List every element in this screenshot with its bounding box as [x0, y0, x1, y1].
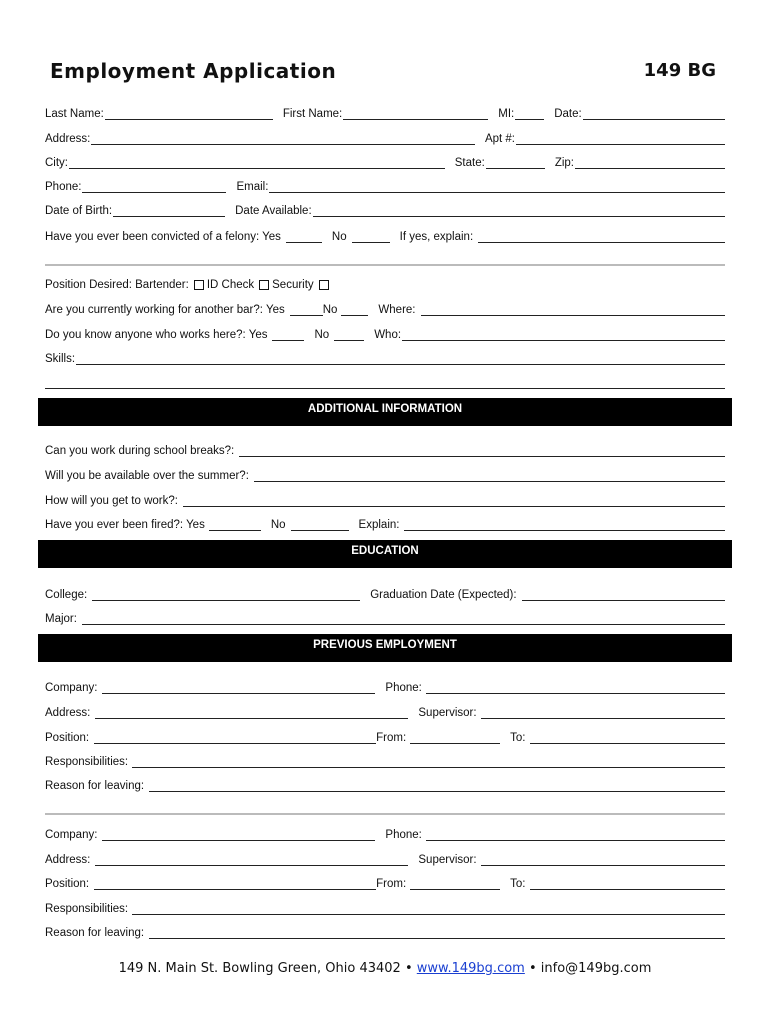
state-label: State:	[454, 157, 485, 169]
footer-email: • info@149bg.com	[528, 961, 652, 976]
reason-field[interactable]	[149, 779, 725, 792]
major-label: Major:	[45, 613, 77, 625]
security-checkbox[interactable]	[319, 280, 329, 290]
school-breaks-field[interactable]	[239, 444, 725, 457]
supervisor-field[interactable]	[481, 853, 725, 866]
felony-explain-label: If yes, explain:	[399, 231, 474, 243]
employer-phone-label: Phone:	[385, 682, 422, 694]
felony-explain-field[interactable]	[478, 230, 725, 243]
school-breaks-label: Can you work during school breaks?:	[45, 445, 235, 457]
employer-address-field[interactable]	[95, 853, 408, 866]
employer-phone-label: Phone:	[385, 829, 422, 841]
zip-label: Zip:	[554, 157, 574, 169]
skills-row	[45, 349, 725, 365]
brand-name: 149 BG	[643, 60, 716, 81]
from-field[interactable]	[410, 877, 500, 890]
fired-row	[45, 515, 725, 531]
where-field[interactable]	[421, 303, 726, 316]
security-label: Security	[272, 279, 314, 291]
dob-field[interactable]	[113, 204, 225, 217]
employer-2-responsibilities-row	[45, 899, 725, 915]
mi-field[interactable]	[515, 107, 544, 120]
employer-phone-field[interactable]	[426, 828, 725, 841]
working-bar-row	[45, 300, 725, 316]
mi-label: MI:	[498, 108, 515, 120]
who-label: Who:	[374, 329, 402, 341]
get-to-work-field[interactable]	[183, 494, 725, 507]
page-title: Employment Application	[50, 59, 337, 83]
address-field[interactable]	[91, 132, 475, 145]
additional-info-header: ADDITIONAL INFORMATION	[38, 398, 732, 426]
reason-label: Reason for leaving:	[45, 780, 145, 792]
college-row	[45, 585, 725, 601]
employer-position-field[interactable]	[94, 877, 376, 890]
know-anyone-row	[45, 325, 725, 341]
supervisor-field[interactable]	[481, 706, 725, 719]
employer-position-label: Position:	[45, 878, 90, 890]
city-row	[45, 153, 725, 169]
explain-label: Explain:	[358, 519, 400, 531]
employer-phone-field[interactable]	[426, 681, 725, 694]
felony-yes-field[interactable]	[286, 230, 322, 243]
city-label: City:	[45, 157, 68, 169]
reason-label: Reason for leaving:	[45, 927, 145, 939]
to-label: To:	[510, 878, 526, 890]
company-label: Company:	[45, 829, 98, 841]
employer-1-reason-row	[45, 776, 725, 792]
apt-field[interactable]	[516, 132, 725, 145]
to-label: To:	[510, 732, 526, 744]
education-header: EDUCATION	[38, 540, 732, 568]
employer-1-company-row	[45, 678, 725, 694]
summer-label: Will you be available over the summer?:	[45, 470, 249, 482]
phone-label: Phone:	[45, 181, 82, 193]
employer-2-reason-row	[45, 923, 725, 939]
summer-row	[45, 466, 725, 482]
felony-no-field[interactable]	[352, 230, 390, 243]
date-available-label: Date Available:	[235, 205, 312, 217]
position-desired-label: Position Desired: Bartender:	[45, 279, 189, 291]
employer-address-label: Address:	[45, 854, 91, 866]
employer-2-company-row	[45, 825, 725, 841]
fired-yes-field[interactable]	[209, 518, 261, 531]
from-label: From:	[376, 878, 407, 890]
company-label: Company:	[45, 682, 98, 694]
date-field[interactable]	[583, 107, 725, 120]
skills-extra-line[interactable]	[45, 388, 725, 389]
school-breaks-row	[45, 441, 725, 457]
employer-2-address-row	[45, 850, 725, 866]
major-row	[45, 609, 725, 625]
working-no-field[interactable]	[341, 303, 368, 316]
grad-date-label: Graduation Date (Expected):	[370, 589, 517, 601]
skills-label: Skills:	[45, 353, 76, 365]
city-field[interactable]	[69, 156, 445, 169]
from-label: From:	[376, 732, 407, 744]
bartender-checkbox[interactable]	[194, 280, 204, 290]
address-label: Address:	[45, 133, 91, 145]
working-yes-field[interactable]	[290, 303, 323, 316]
dob-label: Date of Birth:	[45, 205, 113, 217]
state-field[interactable]	[486, 156, 545, 169]
phone-field[interactable]	[82, 180, 226, 193]
website-link[interactable]: www.149bg.com	[416, 961, 525, 976]
responsibilities-label: Responsibilities:	[45, 756, 129, 768]
skills-field[interactable]	[76, 352, 725, 365]
get-to-work-row	[45, 491, 725, 507]
responsibilities-label: Responsibilities:	[45, 903, 129, 915]
position-row	[45, 275, 725, 291]
employer-divider	[45, 813, 725, 815]
working-no-label: No	[322, 304, 338, 316]
know-no-field[interactable]	[334, 328, 364, 341]
major-field[interactable]	[82, 612, 725, 625]
phone-row	[45, 177, 725, 193]
email-label: Email:	[236, 181, 269, 193]
email-field[interactable]	[269, 180, 725, 193]
working-bar-label: Are you currently working for another bar?: Yes	[45, 304, 285, 316]
from-field[interactable]	[410, 731, 500, 744]
employer-1-position-row	[45, 728, 725, 744]
who-field[interactable]	[402, 328, 725, 341]
grad-date-field[interactable]	[522, 588, 725, 601]
employer-address-label: Address:	[45, 707, 91, 719]
reason-field[interactable]	[149, 926, 725, 939]
felony-label: Have you ever been convicted of a felony: Yes	[45, 231, 281, 243]
fired-no-label: No	[270, 519, 286, 531]
previous-employment-header: PREVIOUS EMPLOYMENT	[38, 634, 732, 662]
date-available-field[interactable]	[313, 204, 725, 217]
supervisor-label: Supervisor:	[418, 854, 477, 866]
company-field[interactable]	[102, 681, 375, 694]
section-divider	[45, 264, 725, 266]
felony-row	[45, 227, 725, 243]
know-anyone-label: Do you know anyone who works here?: Yes	[45, 329, 268, 341]
fired-label: Have you ever been fired?: Yes	[45, 519, 205, 531]
apt-label: Apt #:	[484, 133, 515, 145]
know-no-label: No	[314, 329, 330, 341]
supervisor-label: Supervisor:	[418, 707, 477, 719]
felony-no-label: No	[331, 231, 347, 243]
summer-field[interactable]	[254, 469, 725, 482]
id-check-label: ID Check	[206, 279, 255, 291]
get-to-work-label: How will you get to work?:	[45, 495, 178, 507]
employer-1-address-row	[45, 703, 725, 719]
employer-position-field[interactable]	[94, 731, 376, 744]
first-name-field[interactable]	[343, 107, 488, 120]
know-yes-field[interactable]	[272, 328, 304, 341]
footer	[0, 961, 770, 976]
employer-2-position-row	[45, 874, 725, 890]
zip-field[interactable]	[575, 156, 725, 169]
name-row	[45, 104, 725, 120]
id-check-checkbox[interactable]	[259, 280, 269, 290]
last-name-label: Last Name:	[45, 108, 104, 120]
college-field[interactable]	[92, 588, 360, 601]
date-label: Date:	[554, 108, 582, 120]
to-field[interactable]	[530, 731, 725, 744]
employer-position-label: Position:	[45, 732, 90, 744]
explain-field[interactable]	[404, 518, 725, 531]
dob-row	[45, 201, 725, 217]
last-name-field[interactable]	[105, 107, 273, 120]
first-name-label: First Name:	[282, 108, 343, 120]
fired-no-field[interactable]	[291, 518, 349, 531]
employer-address-field[interactable]	[95, 706, 408, 719]
address-row	[45, 129, 725, 145]
college-label: College:	[45, 589, 88, 601]
where-label: Where:	[378, 304, 416, 316]
responsibilities-field[interactable]	[132, 755, 725, 768]
to-field[interactable]	[530, 877, 725, 890]
employer-1-responsibilities-row	[45, 752, 725, 768]
footer-address: 149 N. Main St. Bowling Green, Ohio 43402 •	[118, 961, 413, 976]
responsibilities-field[interactable]	[132, 902, 725, 915]
company-field[interactable]	[102, 828, 375, 841]
